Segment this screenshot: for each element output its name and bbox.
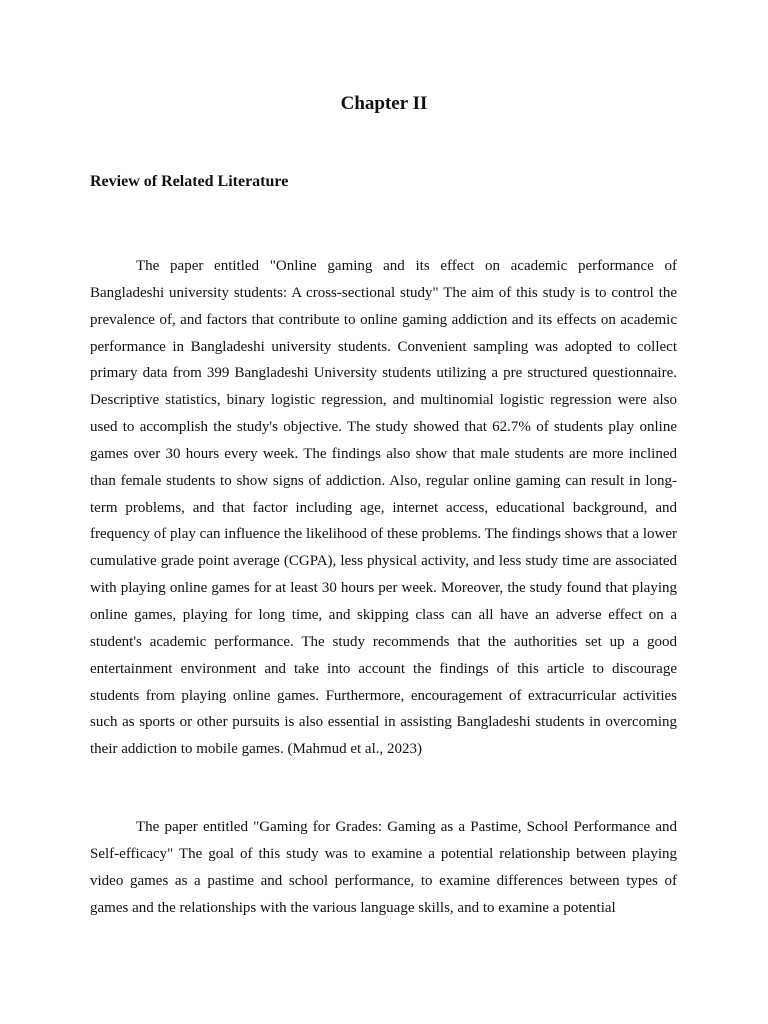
chapter-title: Chapter II	[340, 93, 428, 114]
section-heading: Review of Related Literature	[90, 173, 289, 190]
body-paragraph-2: The paper entitled "Gaming for Grades: Gaming as a Pastime, School Performance and Self-efficacy" The goal of this study was to examine a potential relationship between playing video games as a pastime and school performance, to examine differences between types of games and the relationships with the various language skills, and to examine a potential	[90, 819, 677, 916]
body-paragraph-1: The paper entitled "Online gaming and its effect on academic performance of Bangladeshi university students: A cross-sectional study" The aim of this study is to control the prevalence of, and factors that contribute to online gaming addiction and its effects on academic performance in Bangladeshi university students. Convenient sampling was adopted to collect primary data from 399 Bangladeshi University students utilizing a pre structured questionnaire. Descriptive statistics, binary logistic regression, and multinomial logistic regression were also used to accomplish the study's objective. The study showed that 62.7% of students play online games over 30 hours every week. The findings also show that male students are more inclined than female students to show signs of addiction. Also, regular online gaming can result in long-term problems, and that factor including age, internet access, educational background, and frequency of play can influence the likelihood of these problems. The findings shows that a lower cumulative grade point average (CGPA), less physical activity, and less study time are associated with playing online games for at least 30 hours per week. Moreover, the study found that playing online games, playing for long time, and skipping class can all have an adverse effect on a student's academic performance. The study recommends that the authorities set up a good entertainment environment and take into account the findings of this article to discourage students from playing online games. Furthermore, encouragement of extracurricular activities such as sports or other pursuits is also essential in assisting Bangladeshi students in overcoming their addiction to mobile games. (Mahmud et al., 2023)	[90, 258, 677, 758]
